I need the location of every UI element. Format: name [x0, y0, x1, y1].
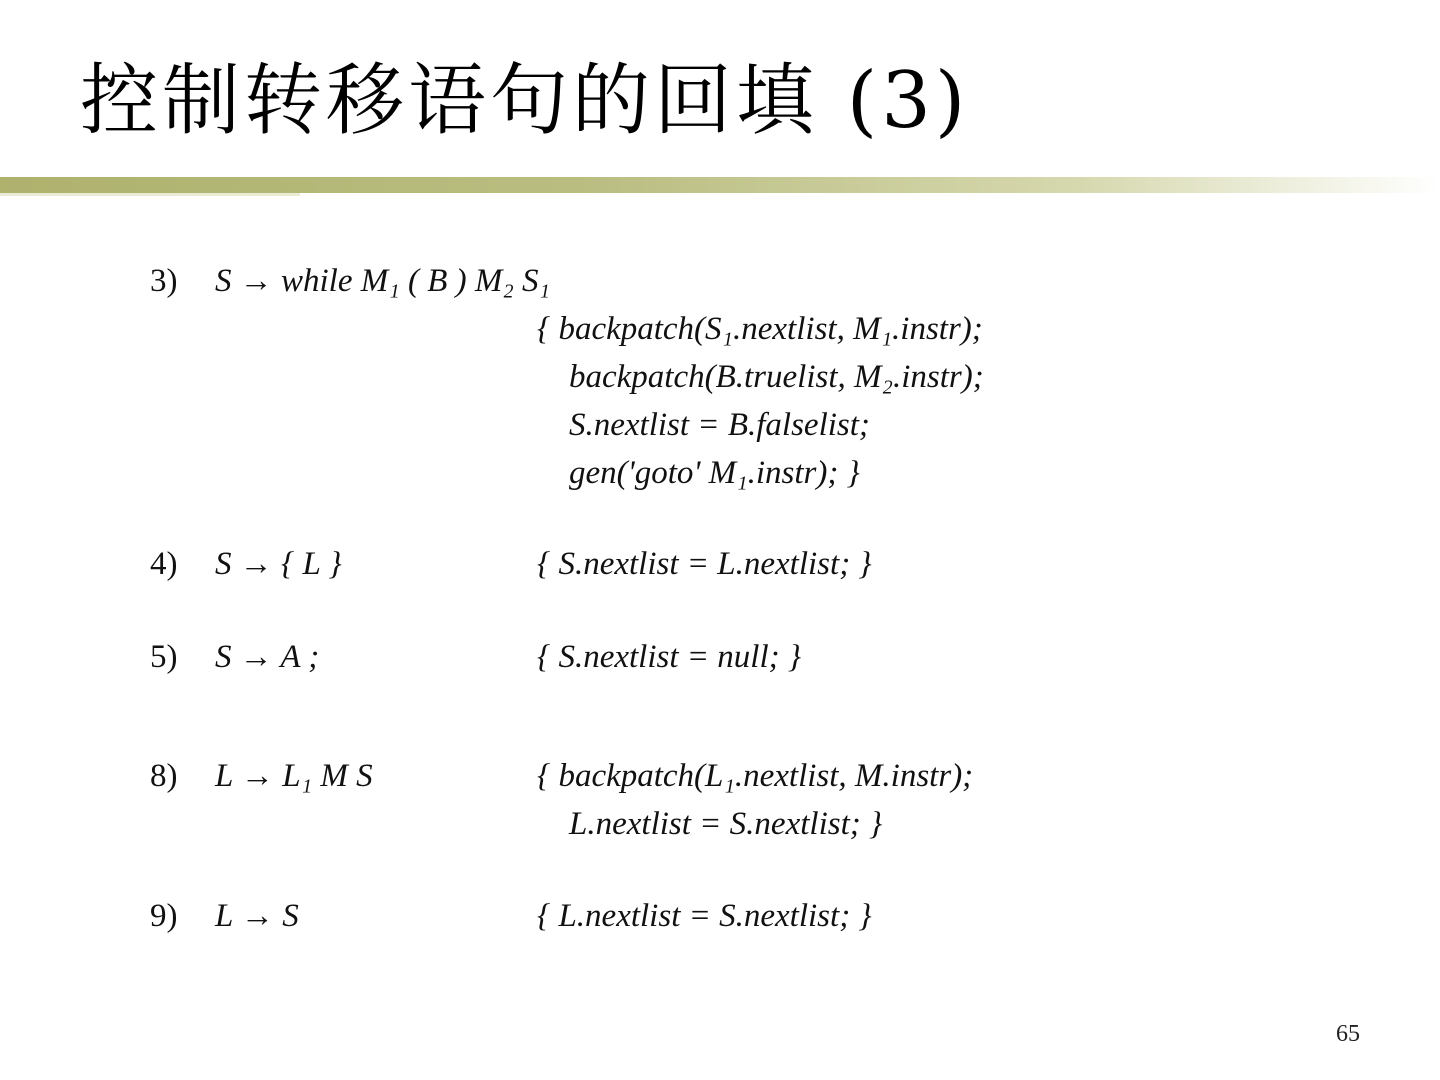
action-line: { backpatch(L₁.nextlist, M.instr); [537, 758, 974, 794]
slide-title: 控制转移语句的回填 (3) [80, 56, 970, 146]
rule-production: L → S [215, 898, 299, 934]
rule-production: S → { L } [215, 546, 342, 582]
rule-number: 4) [150, 546, 178, 582]
rule-action [537, 892, 872, 940]
rule-number: 5) [150, 639, 178, 675]
rule-action [537, 752, 973, 848]
action-line: { L.nextlist = S.nextlist; } [537, 898, 872, 934]
rule-number: 8) [150, 758, 178, 794]
rule-action [537, 305, 984, 497]
rule-action [537, 633, 801, 681]
rule-production [215, 263, 550, 300]
rule-action [537, 540, 872, 588]
rule-production: L → L₁ M S [215, 758, 373, 794]
rule-production: S → A ; [215, 639, 320, 675]
action-line: S.nextlist = B.falselist; [569, 407, 870, 443]
production-text: S → while M₁ ( B ) M₂ S₁ [215, 263, 551, 299]
action-line: { S.nextlist = L.nextlist; } [537, 546, 872, 582]
action-line: gen('goto' M₁.instr); } [569, 455, 860, 491]
action-line: backpatch(B.truelist, M₂.instr); [569, 359, 984, 395]
page-number: 65 [1336, 1021, 1360, 1047]
action-line: L.nextlist = S.nextlist; } [569, 806, 883, 842]
action-line: { backpatch(S₁.nextlist, M₁.instr); [537, 311, 983, 347]
rule-number: 3) [150, 263, 178, 299]
rule-number: 9) [150, 898, 178, 934]
action-line: { S.nextlist = null; } [537, 639, 802, 675]
